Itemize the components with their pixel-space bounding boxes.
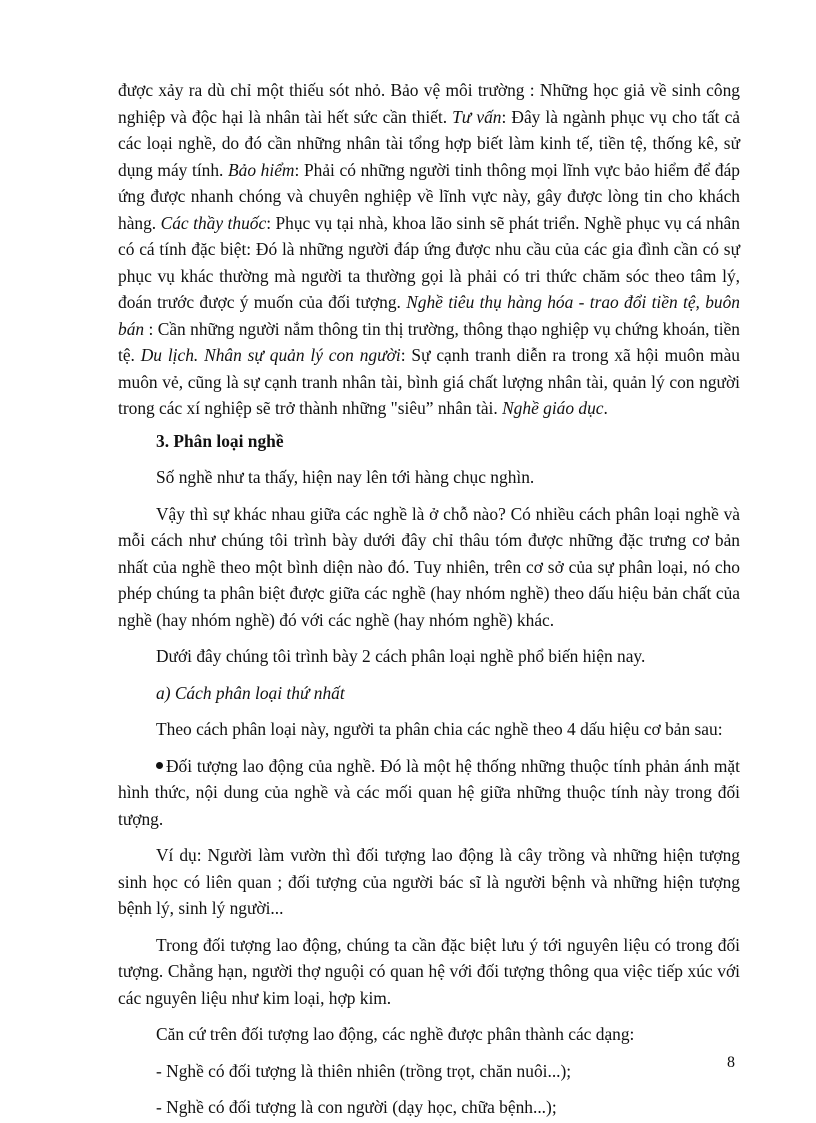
paragraph: Trong đối tượng lao động, chúng ta cần đặc biệt lưu ý tới nguyên liệu có trong đối tượng. Chẳng hạn, người thợ nguội có quan hệ với đối tượng thông qua việc tiếp xúc với các nguyên liệu như kim loại, hợp kim. <box>118 934 740 1008</box>
list-item: - Nghề có đối tượng là con người (dạy học, chữa bệnh...); <box>156 1097 557 1117</box>
italic-term-doctors: Các thầy thuốc <box>160 212 267 233</box>
page-number: 8 <box>727 1054 735 1071</box>
bullet-item: Đối tượng lao động của nghề. Đó là một hệ thống những thuộc tính phản ánh mặt hình thức, nội dung của nghề và các mối quan hệ giữa những thuộc tính này trong đối tượng. <box>118 755 740 829</box>
paragraph: Số nghề như ta thấy, hiện nay lên tới hàng chục nghìn. <box>156 467 535 487</box>
paragraph: Dưới đây chúng tôi trình bày 2 cách phân loại nghề phổ biến hiện nay. <box>156 646 646 666</box>
document-page <box>118 77 740 1121</box>
italic-term-consulting: Tư vấn <box>452 106 502 127</box>
paragraph-careers-continued: được xảy ra dù chỉ một thiếu sót nhỏ. Bảo vệ môi trường : Những học giả về sinh công nghiệp và độc hại là nhân tài hết sức cần thiết. Tư vấn: Đây là ngành phục vụ cho tất cả các loại nghề, do đó cần những nhân tài tổng hợp biết làm kinh tế, tiền tệ, thống kê, sử dụng máy tính. Bảo hiểm: Phải có những người tinh thông mọi lĩnh vực bảo hiểm để đáp ứng được nhanh chóng và chuyên nghiệp về lĩnh vực này, gây được lòng tin cho khách hàng. Các thầy thuốc: Phục vụ tại nhà, khoa lão sinh sẽ phát triển. Nghề phục vụ cá nhân có cá tính đặc biệt: Đó là những người đáp ứng được nhu cầu của các gia đình cần có sự phục vụ khác thường mà người ta thường gọi là phải có tri thức chăm sóc theo tâm lý, đoán trước được ý muốn của đối tượng. Nghề tiêu thụ hàng hóa - trao đổi tiền tệ, buôn bán : Cần những người nắm thông tin thị trường, thông thạo nghiệp vụ chứng khoán, tiền tệ. Du lịch. Nhân sự quản lý con người: Sự cạnh tranh diễn ra trong xã hội muôn màu muôn vẻ, cũng là sự cạnh tranh nhân tài, bình giá chất lượng nhân tài, quản lý con người trong các xí nghiệp sẽ trở thành những "siêu” nhân tài. Nghề giáo dục. <box>118 80 741 418</box>
italic-term-insurance: Bảo hiểm <box>228 159 295 180</box>
subsection-heading: a) Cách phân loại thứ nhất <box>156 682 345 703</box>
italic-term-tourism-hr: Du lịch. Nhân sự quản lý con người <box>140 345 401 365</box>
bullet-dot-icon <box>156 762 163 769</box>
section-heading: 3. Phân loại nghề <box>156 430 284 451</box>
paragraph: Vậy thì sự khác nhau giữa các nghề là ở chỗ nào? Có nhiều cách phân loại nghề và mỗi cách như chúng tôi trình bày dưới đây chỉ thâu tóm được những đặc trưng cơ bản nhất của nghề theo một bình diện nào đó. Tuy nhiên, trên cơ sở của sự phân loại, nó cho phép chúng ta phân biệt được giữa các nghề (hay nhóm nghề) theo dấu hiệu bản chất của nghề (hay nhóm nghề) đó với các nghề (hay nhóm nghề) khác. <box>118 503 740 630</box>
paragraph: Căn cứ trên đối tượng lao động, các nghề được phân thành các dạng: <box>156 1024 635 1044</box>
italic-term-trade: Nghề tiêu thụ hàng hóa - trao đổi tiền tệ, buôn bán <box>118 292 740 339</box>
paragraph: Theo cách phân loại này, người ta phân chia các nghề theo 4 dấu hiệu cơ bản sau: <box>156 719 723 739</box>
paragraph: Ví dụ: Người làm vườn thì đối tượng lao động là cây trồng và những hiện tượng sinh học có liên quan ; đối tượng của người bác sĩ là người bệnh và những hiện tượng bệnh lý, sinh lý người... <box>118 845 740 918</box>
italic-term-education: Nghề giáo dục <box>502 398 604 418</box>
list-item: - Nghề có đối tượng là thiên nhiên (trồng trọt, chăn nuôi...); <box>156 1060 572 1081</box>
